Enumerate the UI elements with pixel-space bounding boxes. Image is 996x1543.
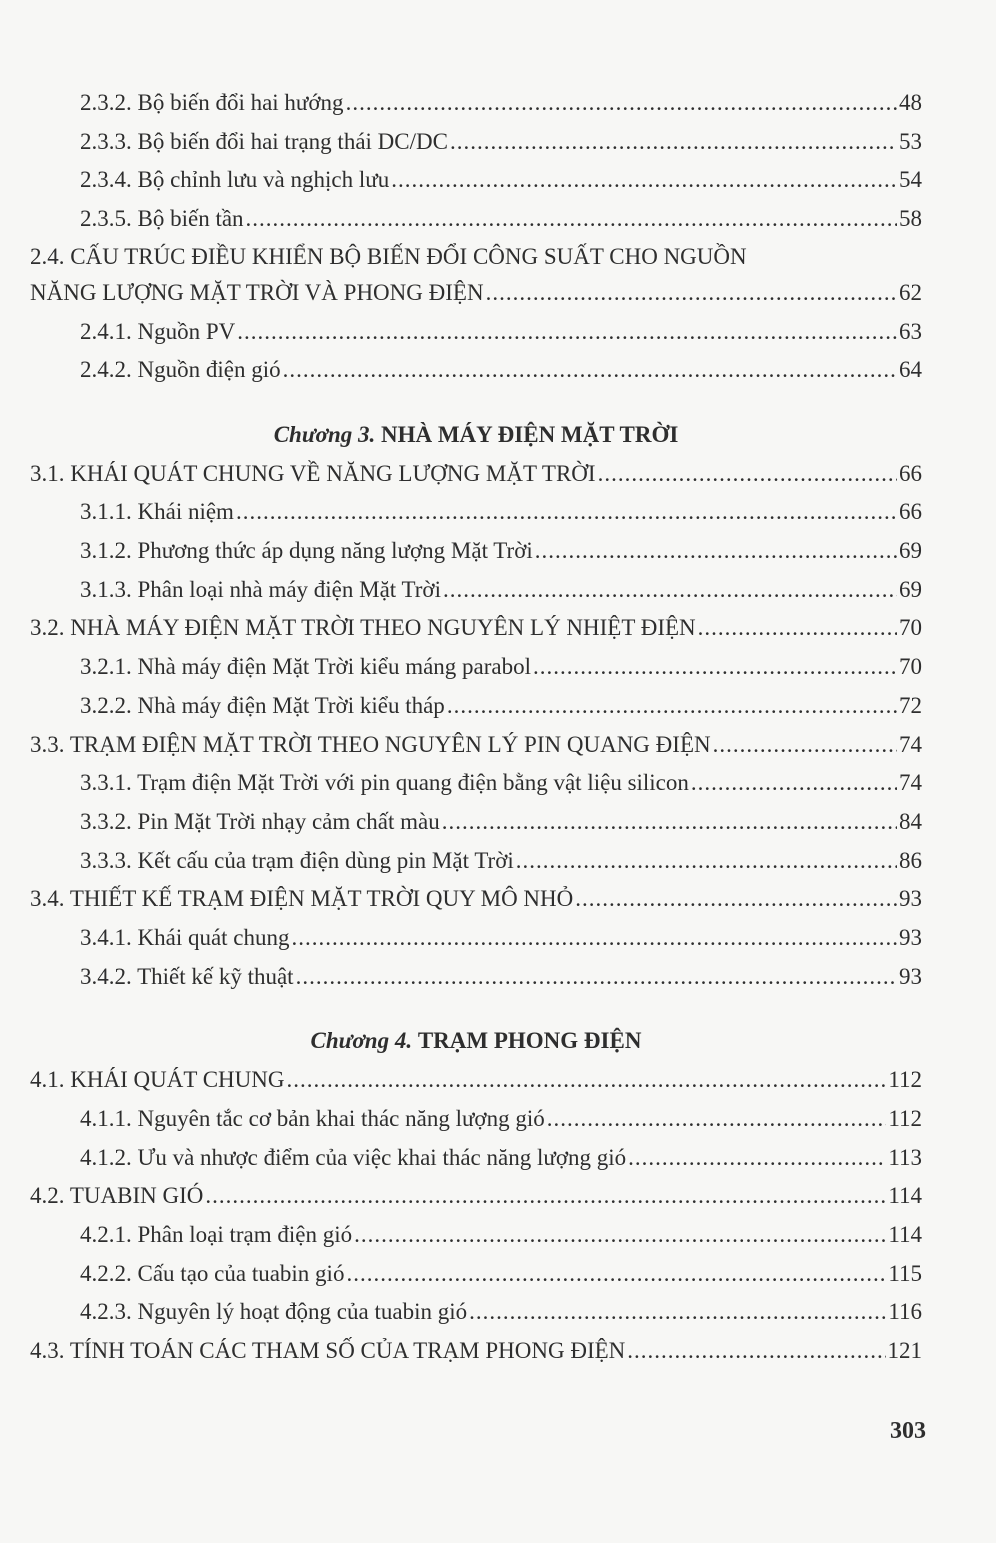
entry-title: 3.3. TRẠM ĐIỆN MẶT TRỜI THEO NGUYÊN LÝ PIN QUANG ĐIỆN [30, 731, 711, 757]
dot-leader [442, 803, 897, 842]
chapter-label: Chương 3. [273, 421, 376, 447]
entry-page: 54 [899, 167, 922, 193]
dot-leader [443, 571, 897, 610]
entry-title: 4.3. TÍNH TOÁN CÁC THAM SỐ CỦA TRẠM PHONG ĐIỆN [30, 1338, 626, 1364]
dot-leader [296, 958, 897, 997]
entry-page: 112 [888, 1067, 922, 1093]
entry-title: 4.2.3. Nguyên lý hoạt động của tuabin gió [80, 1299, 468, 1325]
toc-entry[interactable] [30, 351, 922, 390]
toc-entry[interactable] [30, 1061, 922, 1100]
toc-entry[interactable] [30, 919, 922, 958]
entry-page: 115 [888, 1260, 922, 1286]
table-of-contents [30, 84, 922, 1371]
entry-page: 116 [888, 1299, 922, 1325]
toc-entry[interactable] [30, 313, 922, 352]
chapter-label: Chương 4. [310, 1028, 413, 1054]
toc-entry[interactable] [30, 200, 922, 239]
entry-title: 2.4.1. Nguồn PV [80, 318, 236, 344]
dot-leader [575, 880, 897, 919]
toc-entry[interactable] [30, 609, 922, 648]
entry-title: 4.1. KHÁI QUÁT CHUNG [30, 1067, 285, 1093]
dot-leader [283, 351, 897, 390]
toc-entry[interactable] [30, 687, 922, 726]
entry-page: 84 [899, 808, 922, 834]
entry-title: 3.4.1. Khái quát chung [80, 925, 290, 951]
entry-title: 2.4.2. Nguồn điện gió [80, 357, 281, 383]
entry-title: 3.1.1. Khái niệm [80, 499, 234, 525]
dot-leader [469, 1293, 886, 1332]
entry-page: 69 [899, 576, 922, 602]
entry-page: 114 [888, 1221, 922, 1247]
toc-entry[interactable] [30, 1139, 922, 1178]
toc-entry[interactable] [30, 123, 922, 162]
chapter-heading [30, 416, 922, 455]
page-number: 303 [890, 1418, 926, 1444]
entry-title: 2.3.5. Bộ biến tần [80, 206, 244, 232]
entry-title: 2.3.3. Bộ biến đổi hai trạng thái DC/DC [80, 128, 448, 154]
dot-leader [713, 726, 897, 765]
entry-page: 53 [899, 128, 922, 154]
entry-title: NĂNG LƯỢNG MẶT TRỜI VÀ PHONG ĐIỆN [30, 279, 484, 305]
entry-page: 69 [899, 538, 922, 564]
entry-title: 4.1.2. Ưu và nhược điểm của việc khai thác năng lượng gió [80, 1144, 627, 1170]
dot-leader [533, 648, 897, 687]
dot-leader [237, 313, 897, 352]
entry-page: 58 [899, 206, 922, 232]
entry-title: 3.1. KHÁI QUÁT CHUNG VỀ NĂNG LƯỢNG MẶT TRỜI [30, 460, 596, 486]
toc-entry[interactable] [30, 1177, 922, 1216]
toc-entry[interactable] [30, 571, 922, 610]
dot-leader [292, 919, 897, 958]
entry-title: 3.3.2. Pin Mặt Trời nhạy cảm chất màu [80, 808, 440, 834]
entry-title: 3.2. NHÀ MÁY ĐIỆN MẶT TRỜI THEO NGUYÊN LÝ NHIỆT ĐIỆN [30, 615, 696, 641]
entry-page: 74 [899, 731, 922, 757]
dot-leader [205, 1177, 886, 1216]
toc-entry[interactable] [30, 1100, 922, 1139]
entry-title: 3.1.2. Phương thức áp dụng năng lượng Mặt Trời [80, 538, 533, 564]
dot-leader [346, 84, 897, 123]
dot-leader [691, 764, 897, 803]
toc-entry-line1: 2.4. CẤU TRÚC ĐIỀU KHIỂN BỘ BIẾN ĐỔI CÔNG SUẤT CHO NGUỒN [30, 243, 747, 269]
entry-page: 93 [899, 925, 922, 951]
toc-entry[interactable] [30, 1255, 922, 1294]
toc-entry[interactable] [30, 648, 922, 687]
chapter-title: NHÀ MÁY ĐIỆN MẶT TRỜI [380, 421, 679, 447]
entry-title: 3.4. THIẾT KẾ TRẠM ĐIỆN MẶT TRỜI QUY MÔ NHỎ [30, 886, 574, 912]
entry-page: 63 [899, 318, 922, 344]
entry-page: 86 [899, 847, 922, 873]
entry-title: 3.4.2. Thiết kế kỹ thuật [80, 963, 294, 989]
entry-page: 70 [899, 615, 922, 641]
dot-leader [486, 274, 897, 313]
entry-page: 64 [899, 357, 922, 383]
dot-leader [628, 1139, 886, 1178]
entry-title: 4.2.1. Phân loại trạm điện gió [80, 1221, 353, 1247]
dot-leader [516, 842, 897, 881]
dot-leader [547, 1100, 887, 1139]
dot-leader [354, 1216, 886, 1255]
entry-page: 66 [899, 460, 922, 486]
entry-title: 4.2. TUABIN GIÓ [30, 1183, 204, 1209]
toc-entry[interactable] [30, 803, 922, 842]
toc-entry[interactable] [30, 842, 922, 881]
toc-entry[interactable] [30, 455, 922, 494]
entry-page: 121 [887, 1338, 922, 1364]
entry-page: 93 [899, 886, 922, 912]
entry-title: 3.1.3. Phân loại nhà máy điện Mặt Trời [80, 576, 441, 602]
dot-leader [535, 532, 897, 571]
dot-leader [246, 200, 897, 239]
toc-entry[interactable] [30, 958, 922, 997]
entry-title: 2.3.4. Bộ chỉnh lưu và nghịch lưu [80, 167, 390, 193]
entry-page: 72 [899, 692, 922, 718]
toc-entry[interactable] [30, 161, 922, 200]
toc-entry[interactable] [30, 880, 922, 919]
dot-leader [698, 609, 897, 648]
dot-leader [286, 1061, 886, 1100]
entry-title: 3.2.2. Nhà máy điện Mặt Trời kiểu tháp [80, 692, 445, 718]
entry-page: 70 [899, 654, 922, 680]
toc-entry[interactable] [30, 726, 922, 765]
entry-page: 114 [888, 1183, 922, 1209]
entry-page: 113 [888, 1144, 922, 1170]
chapter-title: TRẠM PHONG ĐIỆN [417, 1028, 642, 1054]
entry-title: 3.3.3. Kết cấu của trạm điện dùng pin Mặt Trời [80, 847, 514, 873]
chapter-heading [30, 1022, 922, 1061]
dot-leader [627, 1332, 885, 1371]
entry-title: 4.2.2. Cấu tạo của tuabin gió [80, 1260, 345, 1286]
entry-page: 93 [899, 963, 922, 989]
toc-entry[interactable] [30, 274, 922, 313]
entry-title: 3.2.1. Nhà máy điện Mặt Trời kiểu máng parabol [80, 654, 532, 680]
entry-title: 3.3.1. Trạm điện Mặt Trời với pin quang điện bằng vật liệu silicon [80, 770, 689, 796]
toc-entry[interactable] [30, 1216, 922, 1255]
entry-page: 48 [899, 90, 922, 115]
entry-title: 4.1.1. Nguyên tắc cơ bản khai thác năng lượng gió [80, 1105, 545, 1131]
toc-entry[interactable] [30, 493, 922, 532]
dot-leader [236, 493, 897, 532]
dot-leader [346, 1255, 886, 1294]
dot-leader [450, 123, 897, 162]
toc-entry[interactable] [30, 1293, 922, 1332]
toc-entry[interactable] [30, 1332, 922, 1371]
entry-page: 112 [888, 1105, 922, 1131]
toc-entry[interactable] [30, 532, 922, 571]
dot-leader [391, 161, 897, 200]
entry-page: 74 [899, 770, 922, 796]
toc-entry[interactable] [30, 764, 922, 803]
entry-page: 66 [899, 499, 922, 525]
dot-leader [447, 687, 897, 726]
dot-leader [598, 455, 897, 494]
entry-title: 2.3.2. Bộ biến đổi hai hướng [80, 90, 344, 115]
toc-entry[interactable] [30, 84, 922, 123]
entry-page: 62 [899, 279, 922, 305]
